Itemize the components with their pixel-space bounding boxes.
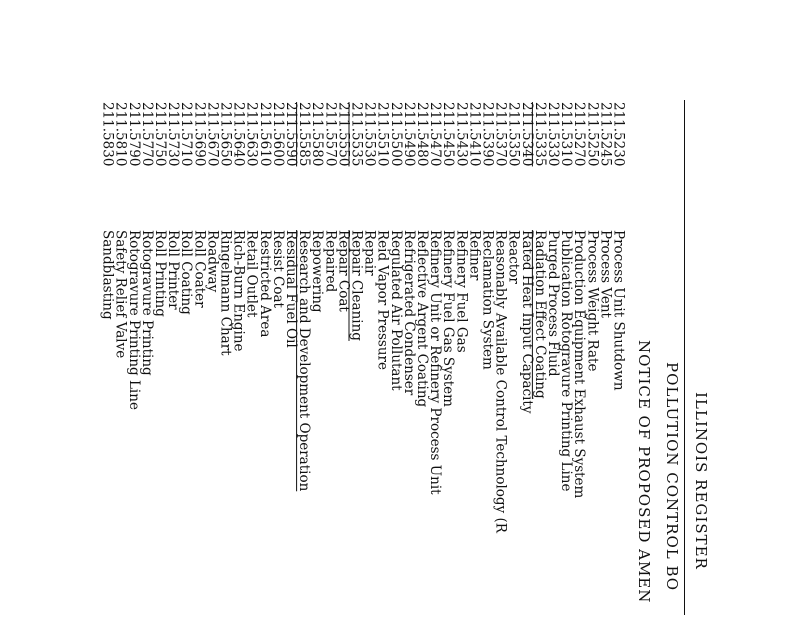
section-number: 211.5530: [361, 102, 378, 167]
defined-term: Process Weight Rate: [584, 230, 601, 372]
section-number: 211.5270: [571, 102, 588, 167]
section-number: 211.5585: [296, 102, 313, 167]
header-rule: [684, 100, 685, 615]
defined-term: Roll Printing: [152, 230, 168, 317]
defined-term: Reclamation System: [479, 230, 496, 370]
defined-term: Refiner: [466, 230, 483, 281]
section-number: 211.5430: [453, 102, 470, 167]
defined-term: Resist Coat: [269, 230, 286, 308]
section-number: 211.5470: [427, 102, 444, 167]
section-number: 211.5810: [112, 102, 129, 167]
section-number: 211.5450: [440, 102, 457, 167]
defined-term: Ringelmann Chart: [217, 230, 234, 356]
defined-term: Residual Fuel Oil: [283, 230, 299, 348]
defined-term: Roll Coating: [178, 230, 195, 315]
section-number: 211.5690: [191, 102, 208, 167]
section-number: 211.5340: [518, 102, 535, 167]
section-number: 211.5830: [99, 102, 116, 167]
section-number: 211.5570: [322, 102, 339, 167]
section-number: 211.5390: [479, 102, 496, 167]
defined-term: Production Equipment Exhaust System: [571, 230, 588, 499]
section-number: 211.5330: [545, 102, 561, 167]
section-number: 211.5410: [466, 102, 483, 167]
defined-term: Process Unit Shutdown: [610, 230, 627, 391]
section-number: 211.5350: [505, 102, 522, 167]
defined-term: Reflective Argent Coating: [414, 230, 430, 408]
defined-term: Roadway: [204, 230, 221, 293]
section-number: 211.5790: [125, 102, 142, 167]
defined-term: Rich-Burn Engine: [230, 230, 247, 352]
defined-term: Refrigerated Condenser: [400, 230, 417, 396]
defined-term: Repair Cleaning: [348, 230, 365, 341]
section-number: 211.5480: [414, 102, 430, 167]
defined-term: Retail Outlet: [243, 230, 260, 318]
defined-term: Repair Coat: [335, 230, 352, 312]
section-number: 211.5600: [269, 102, 286, 167]
defined-term: Roll Coater: [191, 230, 208, 308]
section-number: 211.5370: [492, 102, 509, 167]
defined-term: Publication Rotogravure Printing Line: [558, 230, 575, 492]
defined-term: Rated Heat Input Capacity: [518, 230, 535, 414]
defined-term: Rotogravure Printing Line: [125, 230, 142, 410]
defined-term: Process Vent: [597, 230, 614, 318]
defined-term: Refinery Fuel Gas: [453, 230, 470, 353]
section-number: 211.5490: [400, 102, 417, 167]
defined-term: Sandblasting: [99, 230, 116, 320]
defined-term: Radiation Effect Coating: [531, 230, 548, 399]
section-number: 211.5245: [597, 102, 614, 167]
section-number: 211.5230: [610, 102, 627, 167]
section-number: 211.5550: [335, 102, 352, 167]
register-title: ILLINOIS REGISTER: [692, 392, 710, 570]
defined-term: Reasonably Available Control Technology (R: [492, 230, 509, 533]
defined-term: Research and Development Operation: [296, 230, 313, 492]
section-number: 211.5710: [178, 102, 195, 167]
section-number: 211.5510: [374, 102, 391, 167]
defined-term: Repaired: [322, 230, 339, 293]
defined-term: Purged Process Fluid: [545, 230, 561, 377]
defined-term: Regulated Air Pollutant: [387, 230, 404, 391]
defined-term: Reactor: [505, 230, 522, 284]
defined-term: Reid Vapor Pressure: [374, 230, 391, 370]
defined-term: Roll Printer: [165, 230, 182, 310]
defined-term: Rotogravure Printing: [138, 230, 155, 376]
section-number: 211.5640: [230, 102, 247, 167]
section-number: 211.5310: [558, 102, 575, 167]
board-title: POLLUTION CONTROL BO: [663, 362, 681, 592]
section-number: 211.5335: [531, 102, 548, 167]
section-number: 211.5500: [387, 102, 404, 167]
section-number: 211.5610: [256, 102, 273, 167]
section-number: 211.5250: [584, 102, 601, 167]
section-number: 211.5590: [283, 102, 299, 167]
defined-term: Repair: [361, 230, 378, 276]
section-number: 211.5650: [217, 102, 234, 167]
defined-term: Repowering: [309, 230, 326, 313]
notice-title: NOTICE OF PROPOSED AMEN: [635, 340, 653, 604]
defined-term: Refinery Fuel Gas System: [440, 230, 457, 407]
defined-term: Restricted Area: [256, 230, 273, 338]
section-number: 211.5730: [165, 102, 182, 167]
section-number: 211.5750: [152, 102, 168, 167]
section-number: 211.5770: [138, 102, 155, 167]
defined-term: Safety Relief Valve: [112, 230, 129, 359]
section-number: 211.5670: [204, 102, 221, 167]
section-number: 211.5535: [348, 102, 365, 167]
section-number: 211.5580: [309, 102, 326, 167]
defined-term: Refinery Unit or Refinery Process Unit: [427, 230, 444, 495]
section-number: 211.5630: [243, 102, 260, 167]
